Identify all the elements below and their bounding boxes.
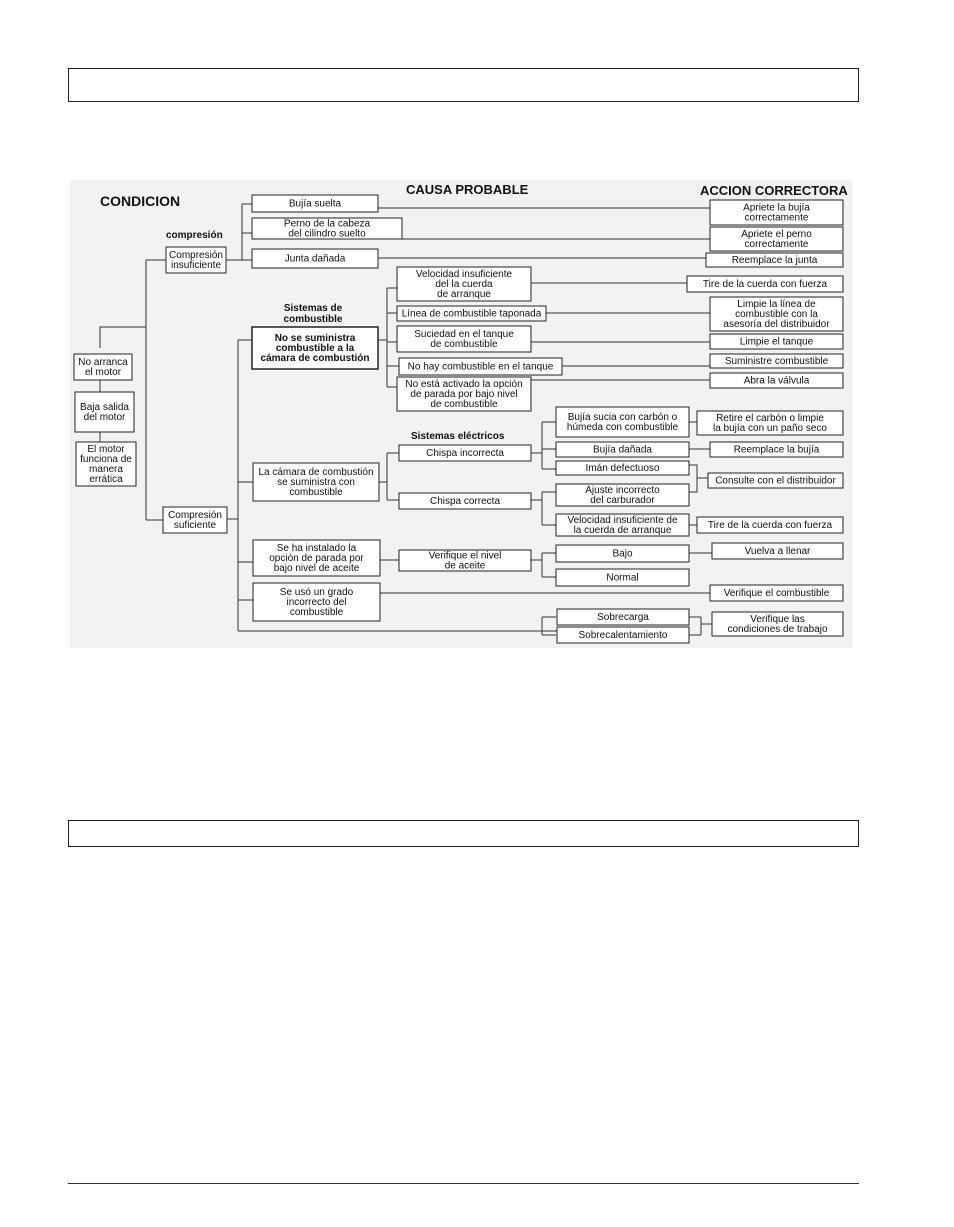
header-box-bottom [68,820,859,847]
cause-chispa-correcta [399,493,531,509]
action-reemplace-junta-label: Reemplace la junta [731,255,818,266]
action-tire-cuerda-2 [697,517,843,533]
cause-iman-defectuoso [556,461,689,475]
action-limpie-tanque [710,334,843,349]
action-limpie-linea [710,297,843,331]
insuficiente-action-lines [378,208,710,258]
header-box-top [68,68,859,102]
compresion-suficiente [163,507,227,533]
insuficiente-connectors [226,204,252,260]
action-tire-cuerda-2-label: Tire de la cuerda con fuerza [707,520,833,531]
cause-bujia-suelta [252,195,378,212]
cause-opcion-aceite-label: Se ha instalado la opción de parada por bajo nivel de aceite [269,543,364,574]
troubleshooting-diagram [70,180,852,648]
cause-chispa-correcta-label: Chispa correcta [429,496,501,507]
action-suministre-combustible-label: Suministre combustible [724,356,829,367]
cause-velocidad-insuficiente-1 [397,267,531,301]
heading-compresion: compresión [166,230,223,241]
cause-camara-suministra [253,463,379,501]
action-abra-valvula [710,373,843,388]
cause-no-suministra [252,327,378,369]
compresion-insuficiente-label: Compresión insuficiente [169,250,223,271]
action-reemplace-junta [706,253,843,267]
cause-iman-defectuoso-label: Imán defectuoso [585,463,660,474]
condition-erratica [76,442,136,486]
condition-baja-salida [75,392,134,432]
cause-normal-label: Normal [606,572,639,584]
cause-velocidad-insuficiente-1-label: Velocidad insuficiente del la cuerda de arranque [415,269,513,300]
cause-suciedad-tanque-label: Suciedad en el tanque de combustible [414,329,514,350]
cause-camara-suministra-label: La cámara de combustión se suministra con combustible [258,467,374,498]
action-retire-carbon [697,411,843,435]
cause-no-suministra-label: No se suministra combustible a la cámara de combustión [260,333,370,364]
cause-normal [556,569,689,586]
cause-verifique-aceite [399,550,531,572]
cause-junta-danada [252,249,378,268]
compresion-suficiente-label: Compresión suficiente [168,510,222,531]
cause-bujia-danada-label: Bujía dañada [593,444,652,456]
cause-chispa-incorrecta [399,445,531,461]
cause-junta-danada-label: Junta dañada [284,253,346,265]
compresion-insuficiente [166,247,226,273]
cause-ajuste-incorrecto [556,484,689,506]
cause-bajo [556,545,689,562]
cause-bujia-danada [556,442,689,457]
cause-sobrecalentamiento [557,627,689,643]
action-limpie-tanque-label: Limpie el tanque [739,336,814,348]
cause-no-activado [397,377,531,411]
condition-no-arranca-label: No arranca el motor [78,357,128,378]
action-verifique-combustible [710,585,843,601]
cause-chispa-incorrecta-label: Chispa incorrecta [426,448,504,459]
cause-ajuste-incorrecto-label: Ajuste incorrecto del carburador [585,485,660,506]
cause-linea-taponada-label: Línea de combustible taponada [401,308,542,320]
cause-velocidad-insuficiente-2 [556,514,689,536]
action-verifique-condiciones-label: Verifique las condiciones de trabajo [727,614,828,635]
cause-no-hay-combustible-label: No hay combustible en el tanque [407,361,554,373]
chispa-correcta-connectors [531,492,556,525]
heading-sistemas-electricos: Sistemas eléctricos [411,431,505,442]
cause-velocidad-insuficiente-2-label: Velocidad insuficiente de la cuerda de arranque [567,515,678,536]
action-reemplace-bujia-label: Reemplace la bujía [733,444,820,456]
cause-perno-cabeza-label: Perno de la cabeza del cilindro suelto [283,218,371,240]
fuel-connectors [378,288,399,387]
action-tire-cuerda-1-label: Tire de la cuerda con fuerza [702,279,828,290]
cause-sobrecarga [557,609,689,625]
cause-bujia-sucia [556,407,689,437]
cause-linea-taponada [397,306,546,321]
action-consulte-distribuidor-label: Consulte con el distribuidor [715,475,836,487]
action-reemplace-bujia [710,442,843,457]
cause-perno-cabeza [252,218,402,240]
cause-bujia-suelta-label: Bujía suelta [288,198,342,210]
action-tire-cuerda-1 [687,276,843,292]
cause-no-hay-combustible [399,358,562,375]
footer-rule [68,1183,859,1184]
action-consulte-distribuidor [708,473,843,488]
condition-no-arranca [74,354,132,380]
cause-sobrecalentamiento-label: Sobrecalentamiento [578,630,668,641]
action-vuelva-llenar [712,543,843,559]
diagram-svg [70,180,852,648]
chispa-incorrecta-connectors [531,422,556,469]
cause-bajo-label: Bajo [612,548,633,560]
action-apriete-bujia [710,200,843,225]
cause-grado-incorrecto-label: Se usó un grado incorrecto del combustible [279,587,354,618]
cause-no-activado-label: No está activado la opción de parada por bajo nivel de combustible [405,379,523,410]
heading-sistemas-combustible: Sistemas de combustible [283,303,343,325]
heading-condicion: CONDICION [100,193,181,209]
condition-erratica-label: El motor funciona de manera errática [80,444,132,485]
action-apriete-bujia-label: Apriete la bujía correctamente [743,202,810,224]
cause-opcion-aceite [253,540,380,576]
action-apriete-perno [710,227,843,251]
action-abra-valvula-label: Abra la válvula [743,375,810,387]
heading-causa-probable: CAUSA PROBABLE [406,182,529,197]
cause-suciedad-tanque [397,326,531,352]
action-verifique-condiciones [712,612,843,636]
action-retire-carbon-label: Retire el carbón o limpie la bujía con un paño seco [713,413,827,434]
action-verifique-combustible-label: Verifique el combustible [723,588,830,599]
condition-baja-salida-label: Baja salida del motor [80,402,129,423]
cause-verifique-aceite-label: Verifique el nivel de aceite [428,550,502,572]
heading-accion-correctora: ACCION CORRECTORA [700,183,848,198]
cause-bujia-sucia-label: Bujía sucia con carbón o húmeda con combustible [566,412,679,433]
action-limpie-linea-label: Limpie la línea de combustible con la asesoría del distribuidor [723,299,830,330]
action-vuelva-llenar-label: Vuelva a llenar [744,546,811,557]
action-apriete-perno-label: Apriete el perno correctamente [741,229,812,250]
chamber-connectors [379,453,399,500]
node-layer [74,182,848,643]
action-suministre-combustible [710,354,843,368]
cause-grado-incorrecto [253,583,380,621]
cause-sobrecarga-label: Sobrecarga [597,612,649,623]
consulte-bracket [689,465,708,492]
